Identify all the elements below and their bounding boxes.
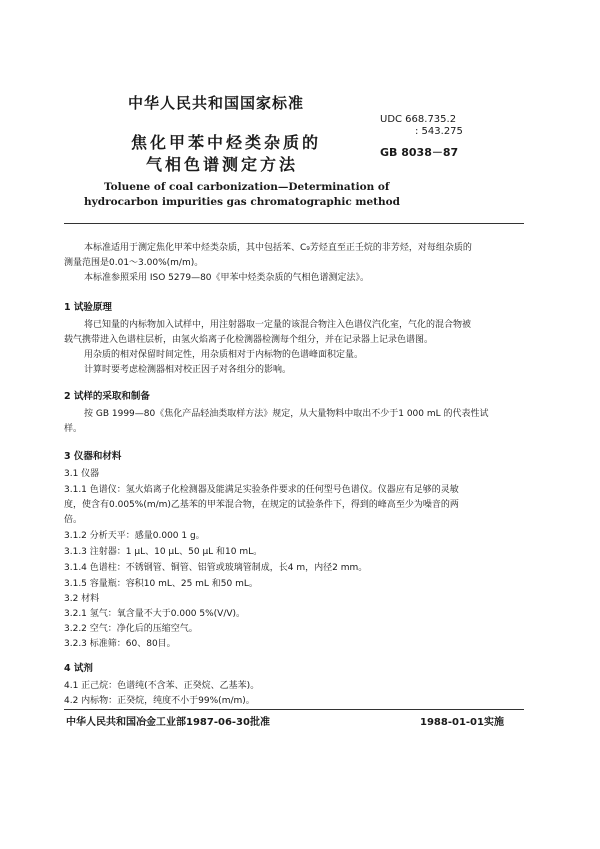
clause-3-1-1-line1: 3.1.1 色谱仪：氢火焰离子化检测器及能满足实验条件要求的任何型号色谱仪。仪器应有足够的灵敏 [64,485,459,495]
footer-divider [64,709,524,710]
clause-3-1-5: 3.1.5 容量瓶：容积10 mL、25 mL 和50 mL。 [64,579,258,589]
clause-4-1: 4.1 正己烷：色谱纯(不含苯、正癸烷、乙基苯)。 [64,681,260,691]
sampling-line2: 样。 [64,424,83,434]
udc-code-continued: : 543.275 [415,126,463,137]
section-heading-principle: 1 试验原理 [64,302,112,313]
scope-paragraph-line1: 本标准适用于测定焦化甲苯中烃类杂质，其中包括苯、C₉芳烃直至正壬烷的非芳烃，对每组杂质的 [84,243,472,253]
clause-3-1-4: 3.1.4 色谱柱：不锈钢管、铜管、铝管或玻璃管制成，长4 m，内径2 mm。 [64,563,368,573]
title-chinese-line1: 焦化甲苯中烃类杂质的 [131,133,322,152]
clause-3-1-3: 3.1.3 注射器：1 μL、10 μL、50 μL 和10 mL。 [64,547,263,557]
clause-3-1-1-line2: 度，使含有0.005%(m/m)乙基苯的甲苯混合物，在规定的试验条件下，得到的峰高至少为噪音的两 [64,500,459,510]
subsection-materials: 3.2 材料 [64,594,100,604]
principle-line3: 用杂质的相对保留时间定性，用杂质相对于内标物的色谱峰面积定量。 [84,350,364,360]
title-english-line1: Toluene of coal carbonization—Determination of [104,181,390,193]
title-english-line2: hydrocarbon impurities gas chromatographic method [84,196,401,208]
section-heading-apparatus: 3 仪器和材料 [64,451,122,462]
subsection-instruments: 3.1 仪器 [64,469,100,479]
gb-standard-number: GB 8038－87 [380,146,459,159]
sampling-line1: 按 GB 1999—80《焦化产品轻油类取样方法》规定，从大量物料中取出不少于1 000 mL 的代表性试 [84,409,489,419]
header-divider [64,223,524,224]
udc-code: UDC 668.735.2 [380,114,457,125]
standard-organization: 中华人民共和国国家标准 [128,94,305,112]
clause-3-1-1-line3: 倍。 [64,515,83,525]
title-chinese-line2: 气相色谱测定方法 [146,155,299,174]
clause-3-2-3: 3.2.3 标准筛：60、80目。 [64,639,176,649]
section-heading-reagents: 4 试剂 [64,663,93,674]
section-heading-sampling: 2 试样的采取和制备 [64,391,150,402]
clause-3-1-2: 3.1.2 分析天平：感量0.000 1 g。 [64,531,205,541]
clause-3-2-1: 3.2.1 氢气：氧含量不大于0.000 5%(V/V)。 [64,609,246,619]
clause-4-2: 4.2 内标物：正癸烷，纯度不小于99%(m/m)。 [64,696,255,706]
principle-line2: 载气携带进入色谱柱层析，由氢火焰离子化检测器检测每个组分，并在记录器上记录色谱图。 [64,335,434,345]
clause-3-2-2: 3.2.2 空气：净化后的压缩空气。 [64,624,198,634]
principle-line1: 将已知量的内标物加入试样中，用注射器取一定量的该混合物注入色谱仪汽化室，气化的混合物被 [84,320,472,330]
approval-statement: 中华人民共和国冶金工业部1987-06-30批准 [66,717,270,728]
scope-paragraph-line2: 测量范围是0.01～3.00%(m/m)。 [64,258,204,268]
reference-paragraph: 本标准参照采用 ISO 5279—80《甲苯中烃类杂质的气相色谱测定法》。 [84,273,370,283]
effective-date: 1988-01-01实施 [420,717,504,728]
principle-line4: 计算时要考虑检测器相对校正因子对各组分的影响。 [84,365,292,375]
